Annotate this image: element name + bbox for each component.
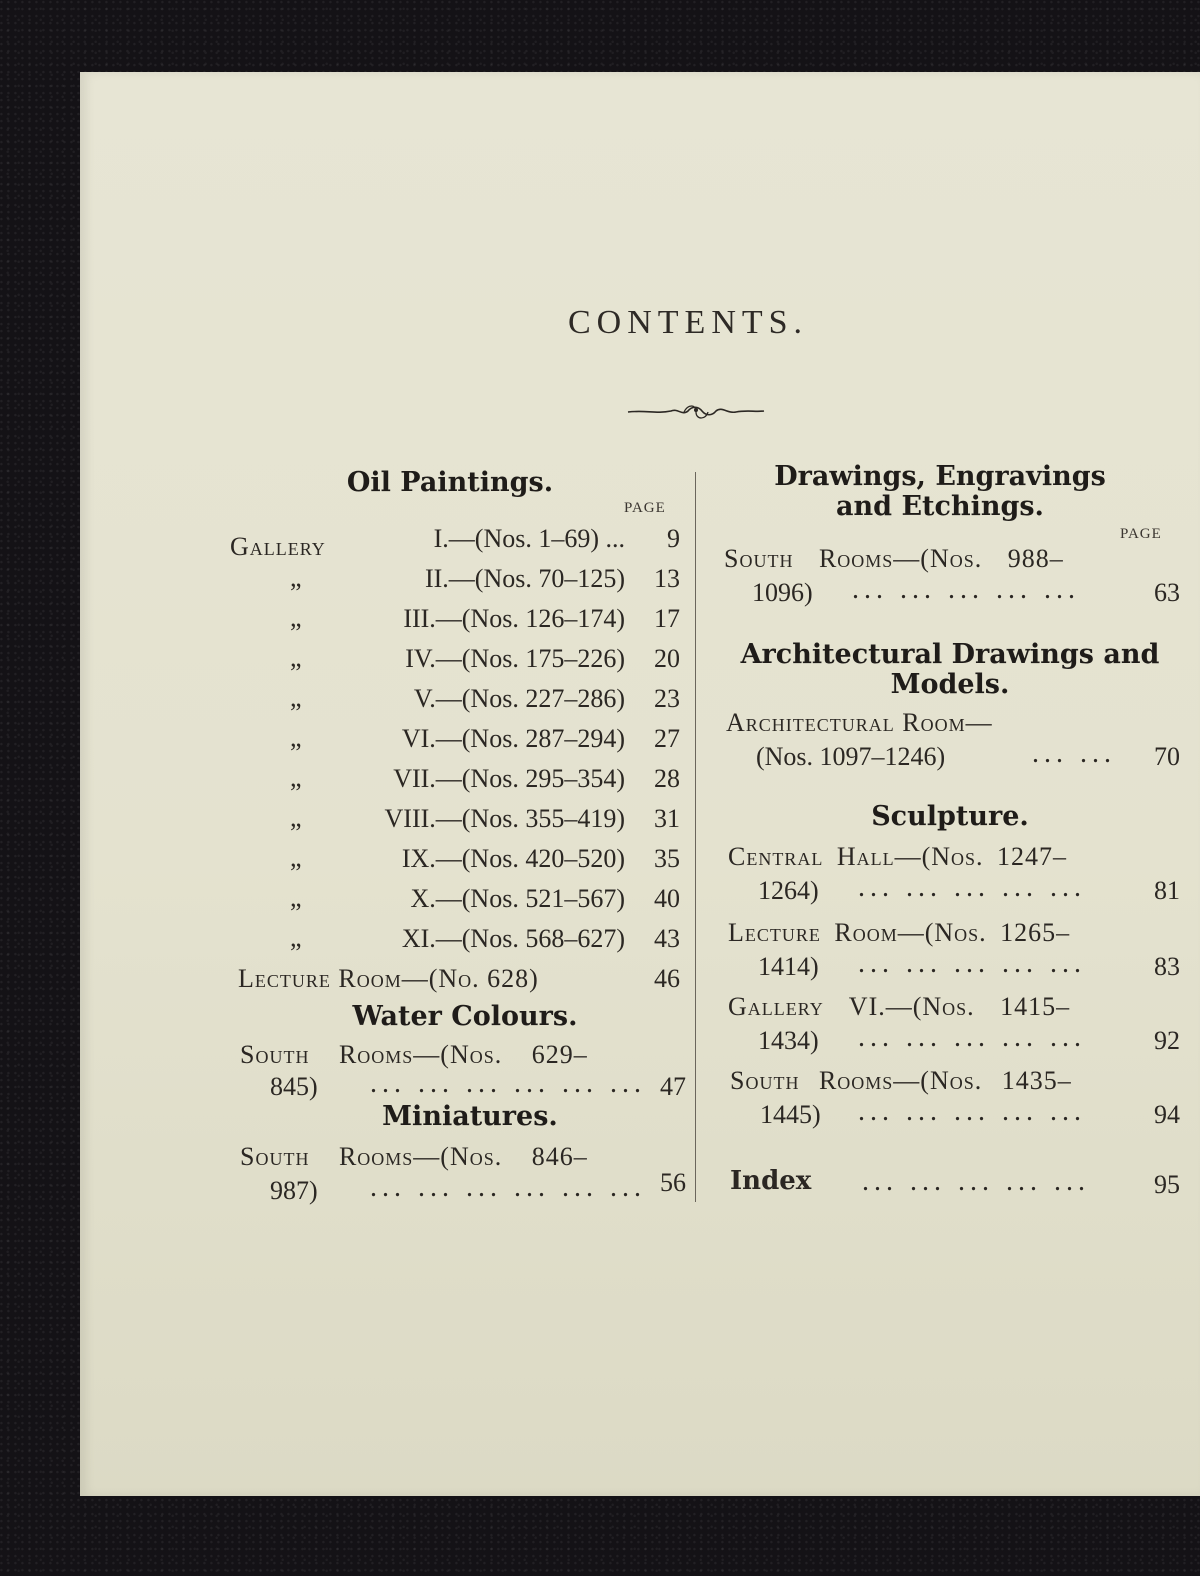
oil-row-page: 31	[654, 804, 680, 833]
sculpture-entry-page: 81	[1154, 876, 1180, 905]
oil-row-page: 27	[654, 724, 680, 753]
ditto-mark: ”	[290, 938, 302, 967]
oil-row-page: 43	[654, 924, 680, 953]
leader-dots: ... ... ... ... ... ...	[370, 1172, 646, 1203]
page-column-label-right: PAGE	[1120, 526, 1162, 542]
ditto-mark: ”	[290, 858, 302, 887]
drawings-line2: 1096)	[752, 578, 813, 607]
gallery-label: Gallery	[230, 532, 326, 561]
ditto-mark: ”	[290, 698, 302, 727]
water-line2: 845)	[270, 1072, 318, 1101]
oil-row-label: X.—(Nos. 521–567)	[410, 884, 625, 913]
oil-row-label: I.—(Nos. 1–69) ...	[433, 524, 625, 553]
ditto-mark: ”	[290, 818, 302, 847]
leader-dots: ... ... ... ... ...	[858, 872, 1086, 903]
sculpture-entry-line1: South Rooms—(Nos. 1435–	[730, 1066, 1072, 1095]
sculpture-entry-line1: Lecture Room—(Nos. 1265–	[728, 918, 1071, 947]
oil-row-label: XI.—(Nos. 568–627)	[401, 924, 625, 953]
page-title: CONTENTS.	[568, 304, 809, 341]
ditto-mark: ”	[290, 618, 302, 647]
leader-dots: ... ... ... ... ...	[852, 574, 1080, 605]
page-column-label-left: PAGE	[624, 500, 666, 516]
sculpture-entry-line2: 1264)	[758, 876, 819, 905]
sculpture-entry-page: 92	[1154, 1026, 1180, 1055]
oil-row-label: II.—(Nos. 70–125)	[424, 564, 625, 593]
leader-dots: ... ... ... ... ...	[862, 1166, 1090, 1197]
index-page: 95	[1154, 1170, 1180, 1199]
architectural-page: 70	[1154, 742, 1180, 771]
oil-row-page: 28	[654, 764, 680, 793]
architectural-line2: (Nos. 1097–1246)	[756, 742, 946, 771]
sculpture-entry-page: 83	[1154, 952, 1180, 981]
oil-row-page: 9	[667, 524, 680, 553]
miniatures-line2: 987)	[270, 1176, 318, 1205]
oil-row-page: 13	[654, 564, 680, 593]
oil-row-page: 35	[654, 844, 680, 873]
sculpture-entry-line2: 1445)	[760, 1100, 821, 1129]
sculpture-entry-line2: 1414)	[758, 952, 819, 981]
lecture-room-page: 46	[654, 964, 680, 993]
ornament-flourish	[626, 402, 766, 422]
architectural-heading-line1: Architectural Drawings and	[740, 639, 1160, 670]
drawings-heading-line2: and Etchings.	[836, 491, 1044, 522]
ditto-mark: ”	[290, 898, 302, 927]
leader-dots: ... ... ... ... ... ...	[370, 1068, 646, 1099]
leader-dots: ... ...	[1032, 738, 1116, 769]
oil-row-label: IX.—(Nos. 420–520)	[401, 844, 625, 873]
sculpture-entry-line2: 1434)	[758, 1026, 819, 1055]
miniatures-line1: South Rooms—(Nos. 846–	[240, 1142, 588, 1171]
oil-row-page: 20	[654, 644, 680, 673]
architectural-line1: Architectural Room—	[726, 708, 993, 737]
oil-row-label: IV.—(Nos. 175–226)	[405, 644, 625, 673]
oil-row-label: VI.—(Nos. 287–294)	[401, 724, 625, 753]
leader-dots: ... ... ... ... ...	[858, 1022, 1086, 1053]
drawings-line1: South Rooms—(Nos. 988–	[724, 544, 1064, 573]
book-page	[80, 72, 1200, 1496]
sculpture-heading: Sculpture.	[871, 801, 1029, 832]
drawings-heading-line1: Drawings, Engravings	[774, 461, 1106, 492]
oil-row-label: V.—(Nos. 227–286)	[413, 684, 625, 713]
lecture-room-label: Lecture Room—(No. 628)	[238, 964, 539, 993]
oil-paintings-heading: Oil Paintings.	[346, 467, 554, 498]
water-page: 47	[660, 1072, 686, 1101]
ditto-mark: ”	[290, 738, 302, 767]
leader-dots: ... ... ... ... ...	[858, 1096, 1086, 1127]
column-divider	[695, 472, 696, 1202]
oil-row-label: III.—(Nos. 126–174)	[403, 604, 625, 633]
oil-row-page: 40	[654, 884, 680, 913]
leader-dots: ... ... ... ... ...	[858, 948, 1086, 979]
water-colours-heading: Water Colours.	[352, 1001, 578, 1032]
miniatures-heading: Miniatures.	[382, 1101, 558, 1132]
water-line1: South Rooms—(Nos. 629–	[240, 1040, 588, 1069]
oil-row-label: VII.—(Nos. 295–354)	[393, 764, 625, 793]
sculpture-entry-line1: Central Hall—(Nos. 1247–	[728, 842, 1068, 871]
architectural-heading-line2: Models.	[890, 669, 1010, 700]
ditto-mark: ”	[290, 658, 302, 687]
oil-row-label: VIII.—(Nos. 355–419)	[384, 804, 625, 833]
index-label: Index	[730, 1166, 812, 1196]
drawings-page: 63	[1154, 578, 1180, 607]
sculpture-entry-line1: Gallery VI.—(Nos. 1415–	[728, 992, 1071, 1021]
miniatures-page: 56	[660, 1168, 686, 1197]
ditto-mark: ”	[290, 778, 302, 807]
oil-row-page: 17	[654, 604, 680, 633]
oil-row-page: 23	[654, 684, 680, 713]
ditto-mark: ”	[290, 578, 302, 607]
sculpture-entry-page: 94	[1154, 1100, 1180, 1129]
